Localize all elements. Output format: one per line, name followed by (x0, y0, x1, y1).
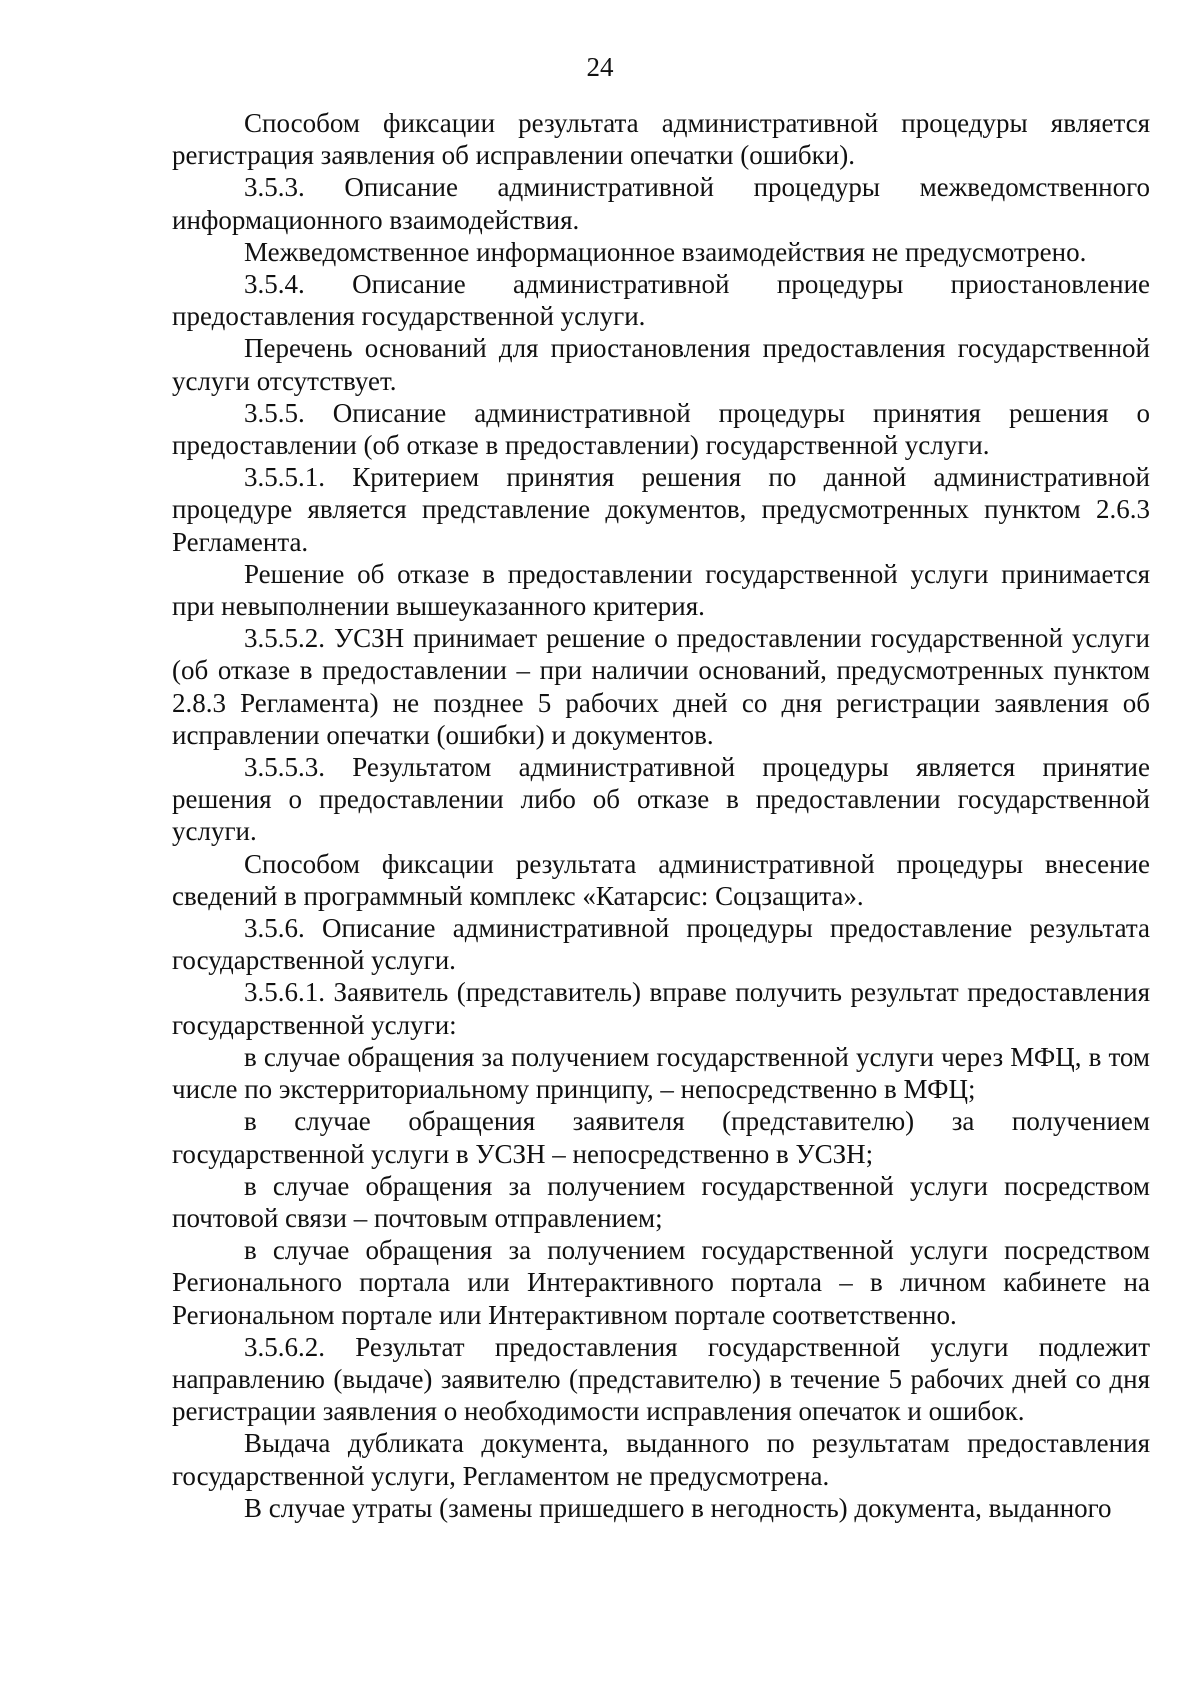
paragraph-3-5-6-2: 3.5.6.2. Результат предоставления государственной услуги подлежит направлению (выдаче) заявителю (представителю) в течение 5 рабочих дней со дня регистрации заявления о необходимости исправления опечаток и ошибок. (172, 1331, 1150, 1427)
paragraph-postal-case: в случае обращения за получением государственной услуги посредством почтовой связи – почтовым отправлением; (172, 1170, 1150, 1233)
paragraph-3-5-3: 3.5.3. Описание административной процедуры межведомственного информационного взаимодействия. (172, 172, 1150, 235)
paragraph-3-5-5-2: 3.5.5.2. УСЗН принимает решение о предоставлении государственной услуги (об отказе в предоставлении – при наличии оснований, предусмотренных пунктом 2.8.3 Регламента) не позднее 5 рабочих дней со дня регистрации заявления об исправлении опечатки (ошибки) и документов. (172, 623, 1150, 750)
paragraph-3-5-5: 3.5.5. Описание административной процедуры принятия решения о предоставлении (об отказе в предоставлении) государственной услуги. (172, 397, 1150, 461)
paragraph-uszn-case: в случае обращения заявителя (представителю) за получением государственной услуги в УСЗН – непосредственно в УСЗН; (172, 1106, 1150, 1169)
paragraph-mfc-case: в случае обращения за получением государственной услуги через МФЦ, в том числе по экстерриториальному принципу, – непосредственно в МФЦ; (172, 1041, 1150, 1105)
paragraph-3-5-6: 3.5.6. Описание административной процедуры предоставление результата государственной услуги. (172, 913, 1150, 976)
paragraph-loss-case: В случае утраты (замены пришедшего в негодность) документа, выданного (244, 1492, 1112, 1523)
paragraph-portal-case: в случае обращения за получением государственной услуги посредством Регионального портала или Интерактивного портала – в личном кабинете на Региональном портале или Интерактивном портале соответственно. (172, 1235, 1150, 1330)
paragraph-3-5-4: 3.5.4. Описание административной процедуры приостановление предоставления государственной услуги. (172, 269, 1150, 332)
document-body (172, 107, 1150, 1524)
page-number: 24 (586, 52, 614, 82)
paragraph-3-5-6-1: 3.5.6.1. Заявитель (представитель) вправе получить результат предоставления государственной услуги: (172, 977, 1150, 1040)
paragraph-fixation-method: Способом фиксации результата административной процедуры является регистрация заявления об исправлении опечатки (ошибки). (172, 108, 1150, 171)
paragraph-3-5-5-3: 3.5.5.3. Результатом административной процедуры является принятие решения о предоставлении либо об отказе в предоставлении государственной услуги. (172, 752, 1150, 847)
paragraph-duplicate-issuance: Выдача дубликата документа, выданного по результатам предоставления государственной услуги, Регламентом не предусмотрена. (172, 1428, 1150, 1491)
paragraph-interagency-not-provided: Межведомственное информационное взаимодействия не предусмотрено. (244, 236, 1087, 267)
paragraph-3-5-5-1: 3.5.5.1. Критерием принятия решения по данной административной процедуре является представление документов, предусмотренных пунктом 2.6.3 Регламента. (172, 462, 1150, 557)
paragraph-suspension-grounds: Перечень оснований для приостановления предоставления государственной услуги отсутствует. (172, 333, 1150, 396)
paragraph-refusal-decision: Решение об отказе в предоставлении государственной услуги принимается при невыполнении вышеуказанного критерия. (172, 558, 1150, 622)
paragraph-katarsis-fixation: Способом фиксации результата административной процедуры внесение сведений в программный комплекс «Катарсис: Соцзащита». (172, 848, 1150, 911)
